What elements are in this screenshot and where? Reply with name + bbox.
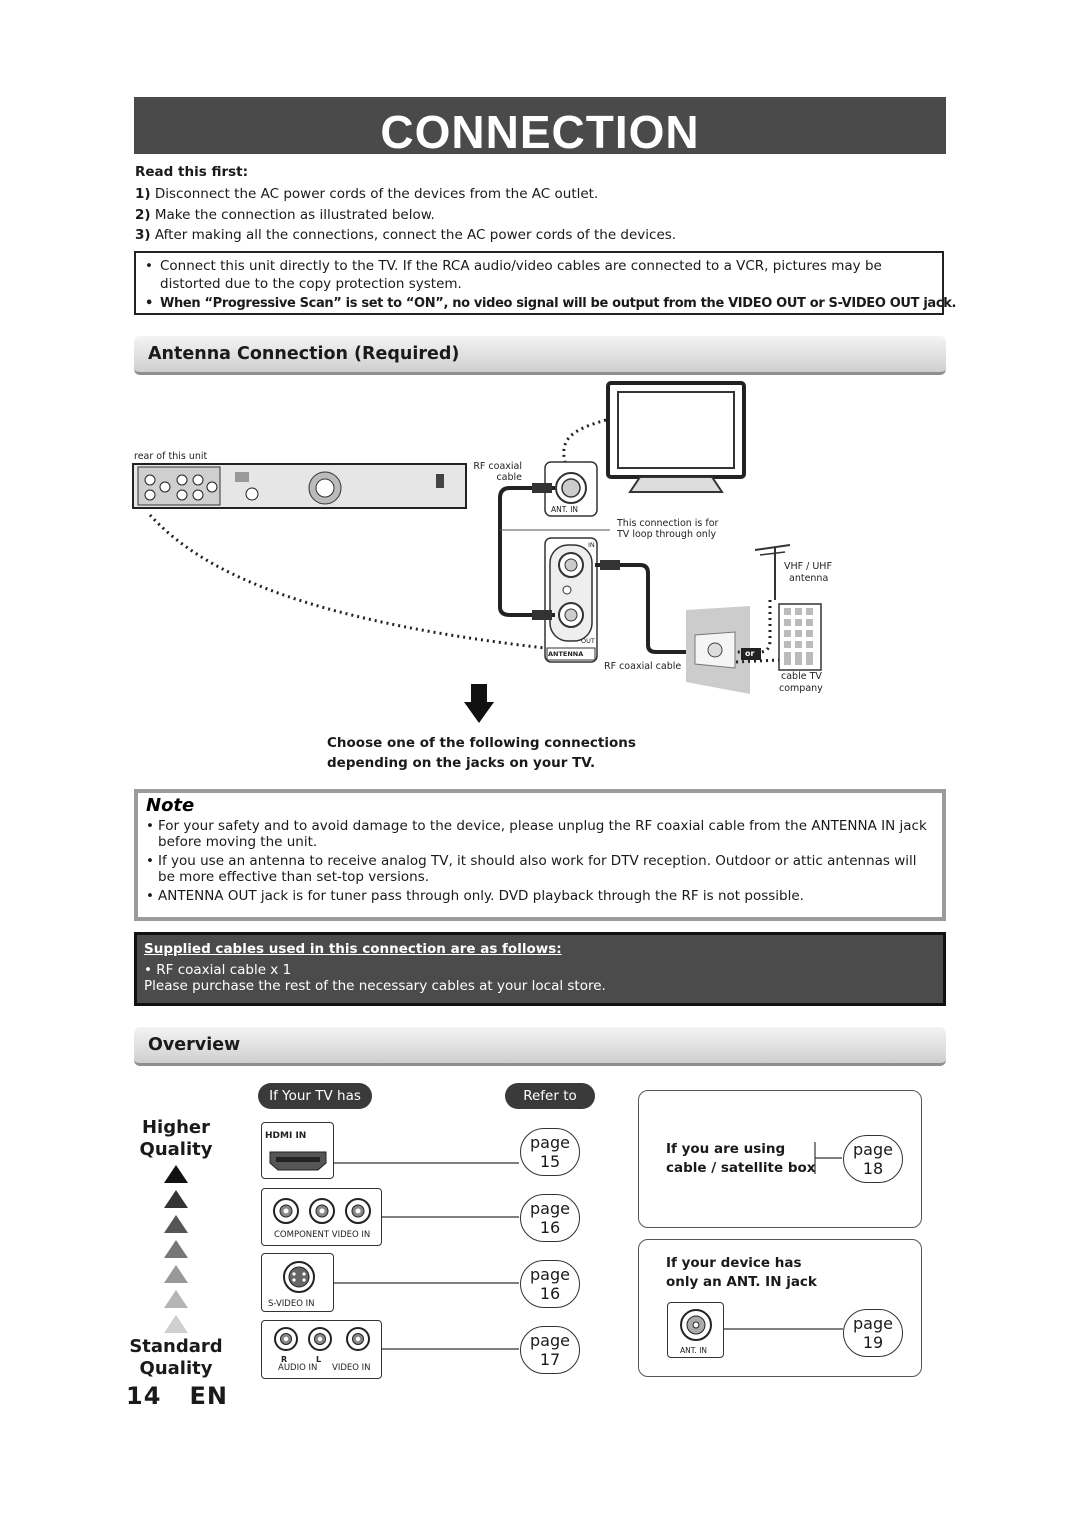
page-ref-19: page 19 bbox=[843, 1309, 903, 1357]
warning-item: • Connect this unit directly to the TV. If the RCA audio/video cables are connected to a VCR, pictures may be distorted due to the copy protection system. bbox=[144, 258, 934, 293]
step-3: 3) After making all the connections, connect the AC power cords of the devices. bbox=[135, 227, 677, 243]
read-first-heading: Read this first: bbox=[135, 164, 249, 180]
overview-heading: Overview bbox=[134, 1027, 946, 1066]
choose-line-1: Choose one of the following connections bbox=[327, 735, 636, 751]
label-loop-1: This connection is for bbox=[617, 518, 719, 529]
page-ref-18: page 18 bbox=[843, 1135, 903, 1183]
label-ant-in: ANT. IN bbox=[551, 505, 579, 514]
choose-line-2: depending on the jacks on your TV. bbox=[327, 755, 596, 771]
supplied-note: Please purchase the rest of the necessary cables at your local store. bbox=[144, 978, 606, 994]
standard-quality-label: Standard Quality bbox=[129, 1336, 223, 1379]
box2-text: If your device has only an ANT. IN jack bbox=[666, 1255, 817, 1290]
label-cable-tv-2: company bbox=[779, 683, 823, 694]
warning-item-bold: • When “Progressive Scan” is set to “ON”, no video signal will be output from the VIDEO OUT or S-VIDEO OUT jack. bbox=[144, 295, 934, 313]
page-ref-17: page 17 bbox=[520, 1326, 580, 1374]
label-antenna: ANTENNA bbox=[548, 650, 584, 658]
page-number-value: 14 bbox=[126, 1382, 162, 1410]
note-item: • If you use an antenna to receive analog TV, it should also work for DTV reception. Outdoor or attic antennas will be more effective than set-top versions. bbox=[146, 853, 934, 886]
page-ref-16-svideo: page 16 bbox=[520, 1260, 580, 1308]
page-number bbox=[126, 1382, 228, 1410]
label-rf-cable-1: RF coaxial bbox=[473, 461, 522, 472]
label-vhf-1: VHF / UHF bbox=[784, 561, 832, 572]
supplied-item: • RF coaxial cable x 1 bbox=[144, 961, 292, 978]
label-or: or bbox=[745, 649, 755, 658]
label-r: R bbox=[281, 1355, 288, 1364]
label-in: IN bbox=[588, 541, 595, 549]
label-rear-unit: rear of this unit bbox=[134, 451, 208, 462]
label-vhf-2: antenna bbox=[789, 573, 829, 584]
label-rf-cable-bottom: RF coaxial cable bbox=[604, 661, 682, 672]
page-ref-15: page 15 bbox=[520, 1128, 580, 1176]
label-l: L bbox=[316, 1355, 322, 1364]
higher-quality-label: Higher Quality bbox=[139, 1117, 213, 1160]
language-code: EN bbox=[189, 1382, 228, 1410]
label-cable-tv-1: cable TV bbox=[781, 671, 822, 682]
refer-to-label: Refer to bbox=[505, 1083, 595, 1109]
note-item: • For your safety and to avoid damage to the device, please unplug the RF coaxial cable from the ANTENNA IN jack before moving the unit. bbox=[146, 818, 934, 851]
ant-in-label: ANT. IN bbox=[680, 1346, 708, 1355]
step-1: 1) Disconnect the AC power cords of the devices from the AC outlet. bbox=[135, 186, 599, 202]
component-label: COMPONENT VIDEO IN bbox=[274, 1230, 371, 1240]
step-2: 2) Make the connection as illustrated below. bbox=[135, 206, 435, 223]
page-ref-16-component: page 16 bbox=[520, 1194, 580, 1242]
label-loop-2: TV loop through only bbox=[617, 529, 717, 540]
video-in-label: VIDEO IN bbox=[332, 1363, 371, 1373]
note-item: • ANTENNA OUT jack is for tuner pass through only. DVD playback through the RF is not possible. bbox=[146, 888, 934, 905]
if-tv-has-label: If Your TV has bbox=[258, 1083, 372, 1109]
supplied-heading: Supplied cables used in this connection are as follows: bbox=[144, 941, 562, 957]
page-title: CONNECTION bbox=[134, 97, 946, 154]
label-rf-cable-2: cable bbox=[496, 472, 522, 483]
box1-text: If you are using cable / satellite box bbox=[666, 1141, 816, 1176]
svideo-label: S-VIDEO IN bbox=[268, 1299, 315, 1309]
label-out: OUT bbox=[581, 637, 595, 645]
hdmi-label: HDMI IN bbox=[265, 1131, 307, 1141]
note-title: Note bbox=[146, 795, 195, 816]
antenna-section-heading: Antenna Connection (Required) bbox=[134, 336, 946, 375]
audio-in-label: AUDIO IN bbox=[278, 1363, 318, 1373]
